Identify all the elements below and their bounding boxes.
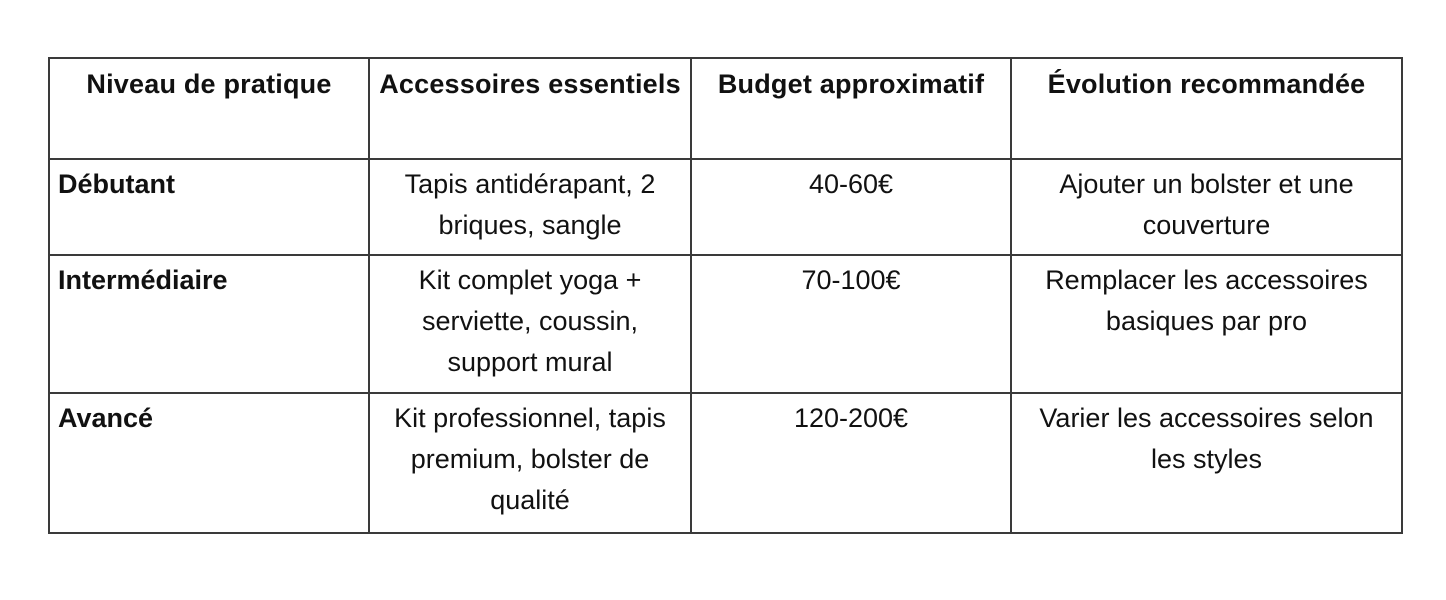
cell-evolution: Ajouter un bolster et une couverture	[1011, 159, 1402, 255]
cell-evolution: Varier les accessoires selon les styles	[1011, 393, 1402, 533]
table-row	[49, 159, 1402, 255]
cell-level: Débutant	[49, 159, 369, 255]
cell-budget: 70-100€	[691, 255, 1011, 393]
cell-budget: 120-200€	[691, 393, 1011, 533]
cell-accessories: Kit complet yoga + serviette, coussin, support mural	[369, 255, 691, 393]
header-accessories: Accessoires essentiels	[369, 58, 691, 159]
cell-budget: 40-60€	[691, 159, 1011, 255]
cell-accessories: Tapis antidérapant, 2 briques, sangle	[369, 159, 691, 255]
yoga-accessories-table	[48, 57, 1403, 534]
table-row	[49, 255, 1402, 393]
cell-evolution: Remplacer les accessoires basiques par pro	[1011, 255, 1402, 393]
header-budget: Budget approximatif	[691, 58, 1011, 159]
cell-level: Avancé	[49, 393, 369, 533]
cell-accessories: Kit professionnel, tapis premium, bolster de qualité	[369, 393, 691, 533]
comparison-table-container	[48, 57, 1403, 534]
cell-level: Intermédiaire	[49, 255, 369, 393]
table-header-row	[49, 58, 1402, 159]
header-evolution: Évolution recommandée	[1011, 58, 1402, 159]
header-level: Niveau de pratique	[49, 58, 369, 159]
table-row	[49, 393, 1402, 533]
